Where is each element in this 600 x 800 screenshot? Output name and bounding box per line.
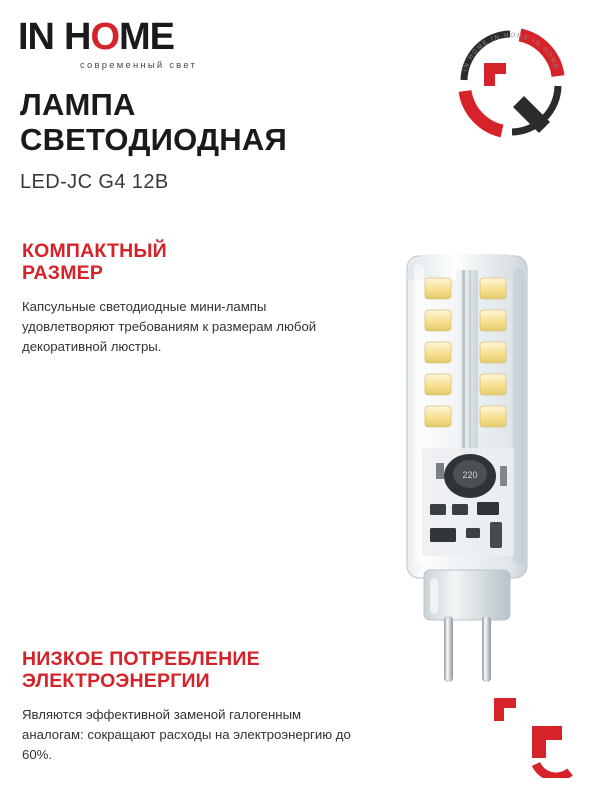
brand-logo-home-h: H [64, 16, 91, 58]
product-model: LED-JC G4 12В [20, 171, 169, 194]
headline-line-2: СВЕТОДИОДНАЯ [20, 121, 287, 157]
feature-low-consumption [22, 648, 352, 765]
brand-logo [18, 18, 248, 71]
feature-compact-size-title-line-1: КОМПАКТНЫЙ [22, 240, 167, 262]
headline-line-1: ЛАМПА [20, 87, 136, 122]
brand-logo-home-o: O [90, 16, 120, 58]
svg-text:IN HOME IN HOME IN HOME [462, 32, 560, 72]
page-title [20, 88, 360, 194]
feature-compact-size [22, 240, 352, 357]
feature-compact-size-title-line-2: РАЗМЕР [22, 262, 104, 285]
brand-logo-wordmark [18, 18, 248, 56]
brand-logo-home-me: ME [119, 16, 175, 58]
headline-text [20, 88, 360, 157]
feature-compact-size-title [22, 240, 352, 285]
brand-tagline: современный свет [80, 60, 198, 71]
brand-mark-icon [488, 692, 574, 778]
brand-emblem-icon [436, 8, 586, 158]
svg-text:220: 220 [462, 470, 478, 480]
feature-compact-size-text: Капсульные светодиодные мини-лампы удовлетворяют требованиям к размерам любой декоративной люстры. [22, 298, 317, 354]
brand-logo-home [64, 18, 174, 56]
emblem-circular-text: IN HOME IN HOME IN HOME [461, 31, 561, 73]
product-image [370, 238, 570, 693]
feature-low-consumption-title-line-2: ЭЛЕКТРОЭНЕРГИИ [22, 670, 210, 693]
feature-low-consumption-title-line-1: НИЗКОЕ ПОТРЕБЛЕНИЕ [22, 648, 260, 670]
feature-low-consumption-text: Являются эффективной заменой галогенным аналогам: сокращают расходы на электроэнергию до 60%. [22, 706, 351, 762]
feature-low-consumption-title [22, 648, 352, 693]
brand-logo-in: IN [18, 16, 54, 58]
